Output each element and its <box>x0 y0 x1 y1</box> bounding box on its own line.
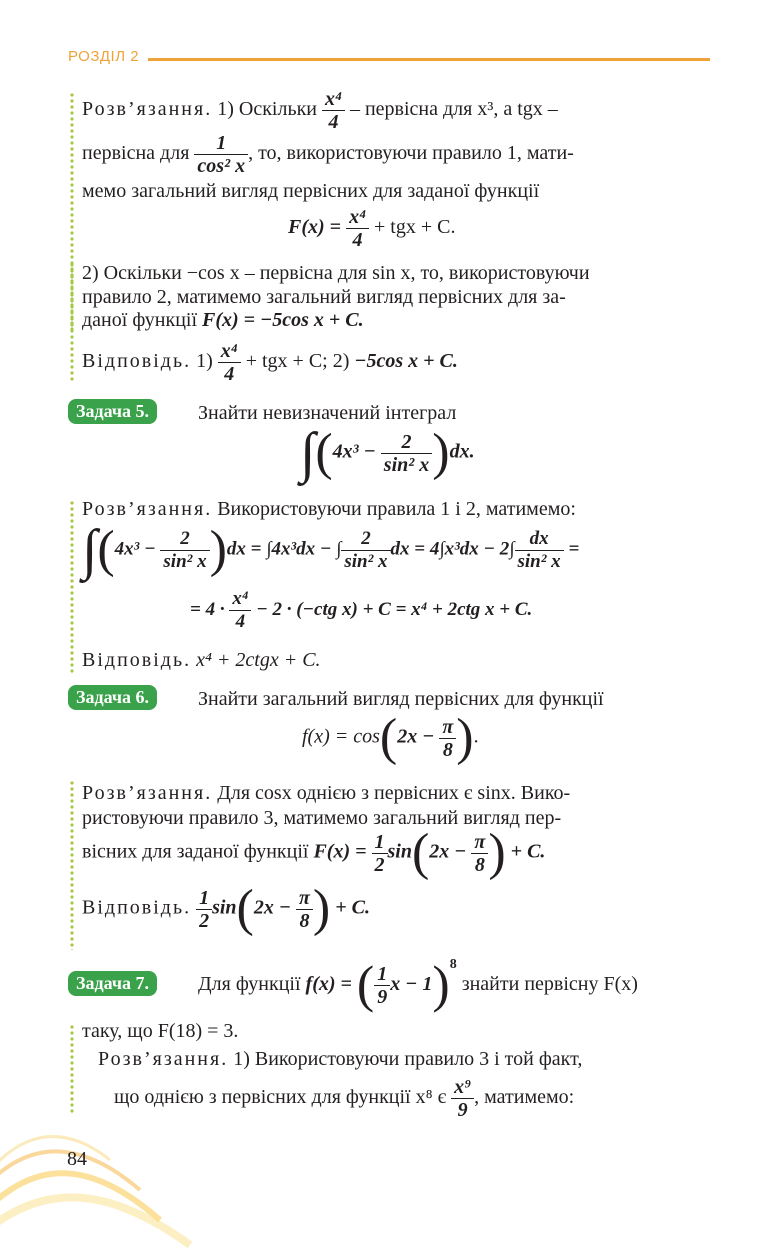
term: = 4 · <box>190 598 230 620</box>
fraction <box>346 206 369 251</box>
text: Для функції <box>198 973 306 995</box>
text: вісних для заданої функції <box>82 840 314 863</box>
formula-F <box>288 206 455 251</box>
term: 2x − <box>429 840 472 863</box>
answer-text: x⁴ + 2ctgx + C. <box>191 649 321 671</box>
fraction <box>451 1076 474 1121</box>
task-statement-cont: таку, що F(18) = 3. <box>82 1020 239 1042</box>
paren-close: ) <box>456 709 474 766</box>
term: dx = 4∫x³dx − 2∫ <box>390 538 515 560</box>
badge-label: Задача 7. <box>68 971 157 996</box>
formula: −5cos x + C. <box>354 350 458 373</box>
text: , то, використовуючи правило 1, мати- <box>248 142 574 165</box>
term: + C. <box>505 840 546 863</box>
denominator: 8 <box>299 909 310 932</box>
paren-open: ( <box>236 880 254 937</box>
differential: dx. <box>449 440 475 463</box>
decorative-swirl <box>0 1040 200 1260</box>
fraction <box>196 887 212 932</box>
text: Використовуючи правила 1 і 2, матимемо: <box>212 498 576 520</box>
integral-result <box>190 588 532 633</box>
term: − 2 · (−ctg x) + C = x⁴ + 2ctg x + C. <box>251 598 533 620</box>
fraction <box>471 831 488 876</box>
task-6-badge <box>68 686 157 708</box>
numerator: x⁴ <box>346 206 369 229</box>
term: 4x³ − <box>332 440 381 463</box>
numerator: π <box>439 716 456 739</box>
text: Для cosx однією з первісних є sinx. Вико- <box>212 782 571 804</box>
task-5-badge <box>68 400 157 422</box>
denominator: 9 <box>377 985 388 1008</box>
fraction <box>194 132 248 177</box>
text: що однією з первісних для функції x⁸ є <box>114 1086 452 1109</box>
text: 1) Оскільки <box>212 98 322 121</box>
denominator: 2 <box>374 853 385 876</box>
solution-line <box>82 496 576 522</box>
fraction <box>160 528 209 573</box>
paren-open: ( <box>97 521 115 578</box>
solution-margin-dots <box>70 500 74 675</box>
paren-open: ( <box>356 956 375 1014</box>
solution-line <box>82 132 574 177</box>
solution-margin-dots <box>70 780 74 950</box>
paren-open: ( <box>315 424 333 481</box>
solution-line: правило 2, матимемо загальний вигляд первісних для за- <box>82 286 566 308</box>
denominator: 4 <box>235 611 246 632</box>
solution-label: Розв’язання. <box>82 782 213 804</box>
denominator: 8 <box>474 853 485 876</box>
term: x − 1 <box>390 973 433 995</box>
denominator: 8 <box>442 738 453 761</box>
task-statement: Знайти невизначений інтеграл <box>198 402 457 424</box>
fraction <box>381 431 432 476</box>
denominator: 4 <box>224 363 235 385</box>
text: 1) <box>191 350 218 373</box>
denominator: sin² x <box>383 453 430 476</box>
answer-line <box>82 647 321 673</box>
text: 1) Використовуючи правило 3 і той факт, <box>228 1048 583 1070</box>
task-statement <box>198 952 638 1014</box>
answer-line <box>82 880 370 937</box>
term: 4x³ − <box>114 538 161 560</box>
denominator: 4 <box>352 229 363 251</box>
solution-line <box>82 824 546 881</box>
term: 2x − <box>397 725 440 748</box>
answer-line <box>82 340 458 385</box>
text: даної функції <box>82 309 203 331</box>
answer-label: Відповідь. <box>82 350 192 373</box>
denominator: cos² x <box>197 155 246 177</box>
integral-sign: ∫ <box>300 422 316 484</box>
answer-label: Відповідь. <box>82 896 192 919</box>
paren-open: ( <box>411 824 430 881</box>
numerator: 1 <box>374 963 390 986</box>
paren-close: ) <box>209 521 227 578</box>
numerator: 1 <box>372 831 388 854</box>
text: – первісна для x³, а tgx – <box>349 98 558 121</box>
numerator: 1 <box>194 132 248 155</box>
task-7-badge <box>68 972 157 994</box>
solution-label: Розв’язання. <box>82 498 213 520</box>
task-statement: Знайти загальний вигляд первісних для функції <box>198 688 604 710</box>
fraction <box>296 887 313 932</box>
numerator: 2 <box>381 431 432 454</box>
header-rule <box>148 58 710 61</box>
formula-rhs: + tgx + C. <box>369 216 456 239</box>
solution-label: Розв’язання. <box>98 1048 229 1070</box>
solution-line: мемо загальний вигляд первісних для заданої функції <box>82 180 540 202</box>
integral-derivation <box>82 519 580 581</box>
integral-formula <box>300 422 475 484</box>
term: . <box>473 725 479 748</box>
text: первісна для <box>82 142 195 165</box>
denominator: 4 <box>328 111 339 133</box>
fraction <box>439 716 456 761</box>
fraction <box>218 340 241 385</box>
paren-open: ( <box>379 709 398 766</box>
numerator: π <box>471 831 488 854</box>
function-formula <box>302 709 479 766</box>
integral-sign: ∫ <box>82 519 98 581</box>
page-number: 84 <box>67 1148 87 1170</box>
denominator: sin² x <box>344 550 388 572</box>
fraction <box>372 831 388 876</box>
paren-close: ) <box>432 956 450 1014</box>
solution-label: Розв’язання. <box>82 98 213 121</box>
badge-label: Задача 6. <box>68 685 157 710</box>
formula-lhs: F(x) = <box>288 216 347 239</box>
denominator: sin² x <box>163 550 207 572</box>
term: sin <box>212 896 237 919</box>
term: = <box>563 538 580 560</box>
answer-label: Відповідь. <box>82 649 192 671</box>
denominator: sin² x <box>517 550 561 572</box>
fraction <box>374 963 390 1008</box>
numerator: x⁹ <box>451 1076 474 1099</box>
solution-margin-dots <box>70 262 74 382</box>
solution-line <box>82 307 364 333</box>
numerator: x⁴ <box>229 588 251 611</box>
numerator: 1 <box>196 887 212 910</box>
solution-line: ристовуючи правило 3, матимемо загальний вигляд пер- <box>82 807 562 829</box>
term: f(x) = <box>305 973 357 995</box>
solution-line <box>82 780 570 806</box>
term: sin <box>387 840 412 863</box>
term: f(x) = cos <box>302 725 380 748</box>
formula: F(x) = −5cos x + C. <box>202 309 364 331</box>
text: , матимемо: <box>474 1086 575 1109</box>
badge-label: Задача 5. <box>68 399 157 424</box>
denominator: 9 <box>457 1099 468 1121</box>
text: + tgx + C; 2) <box>240 350 355 373</box>
term: dx = ∫4x³dx − ∫ <box>226 538 342 560</box>
term: F(x) = <box>313 840 372 863</box>
solution-line <box>82 88 558 133</box>
fraction <box>341 528 390 573</box>
paren-close: ) <box>312 880 331 937</box>
denominator: 2 <box>199 909 210 932</box>
term: + C. <box>330 896 370 919</box>
exponent: 8 <box>449 957 457 972</box>
numerator: x⁴ <box>218 340 241 363</box>
fraction <box>322 88 345 133</box>
solution-line: 2) Оскільки −cos x – первісна для sin x, то, використовуючи <box>82 262 590 284</box>
text: знайти первісну F(x) <box>456 973 638 995</box>
paren-close: ) <box>488 824 506 881</box>
term: 2x − <box>253 896 296 919</box>
numerator: 2 <box>160 528 209 551</box>
fraction <box>229 588 251 633</box>
numerator: x⁴ <box>322 88 345 111</box>
paren-close: ) <box>432 424 450 481</box>
numerator: 2 <box>341 528 390 551</box>
section-header: РОЗДІЛ 2 <box>68 48 140 65</box>
numerator: π <box>296 887 313 910</box>
fraction <box>515 528 564 573</box>
numerator: dx <box>515 528 564 551</box>
